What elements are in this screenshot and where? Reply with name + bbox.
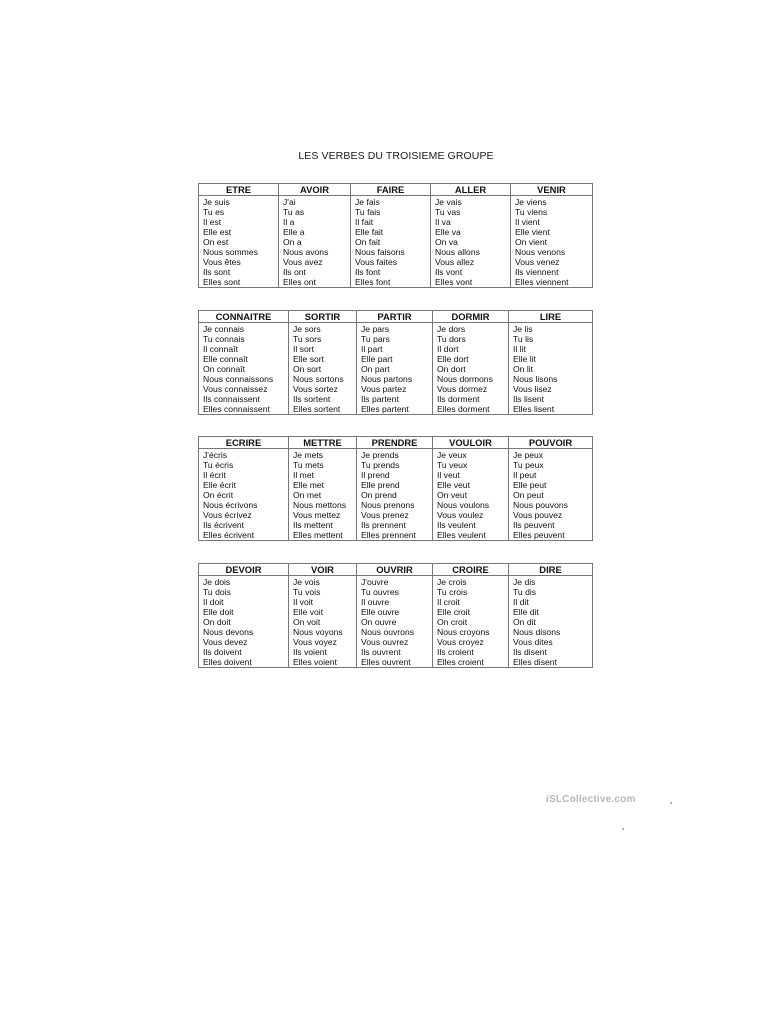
conjugated-form: Nous faisons [355, 247, 405, 258]
conjugated-form: Nous partons [361, 374, 413, 385]
conjugated-form: Ils font [355, 267, 381, 278]
conjugated-form: Elles croient [437, 657, 484, 668]
conjugated-form: Elles mettent [293, 530, 343, 541]
conjugated-form: Vous connaissez [203, 384, 268, 395]
conjugated-form: Elles vont [435, 277, 473, 288]
verb-header-row [199, 564, 593, 576]
conjugated-form: On écrit [203, 490, 234, 501]
conjugated-form: On veut [437, 490, 468, 501]
conjugated-form: On lit [513, 364, 534, 375]
conjugated-form: Il vient [515, 217, 540, 228]
verb-header: DIRE [509, 564, 593, 576]
conjugated-form: Il connaît [203, 344, 238, 355]
verb-conjugation-cell [509, 449, 593, 541]
conjugated-form: Tu as [283, 207, 305, 218]
conjugated-form: Vous venez [515, 257, 560, 268]
conjugated-form: Vous sortez [293, 384, 338, 395]
conjugation-table-3 [198, 436, 593, 541]
verb-header: ALLER [431, 184, 511, 196]
conjugated-form: Elle doit [203, 607, 234, 618]
conjugated-form: Elles partent [361, 404, 409, 415]
verb-conjugation-cell [433, 576, 509, 668]
conjugated-form: Elles connaissent [203, 404, 270, 415]
verb-conjugation-cell [199, 576, 289, 668]
conjugated-form: Elles veulent [437, 530, 486, 541]
conjugated-form: Vous pouvez [513, 510, 563, 521]
conjugated-form: Je mets [293, 450, 324, 460]
conjugated-form: Ils disent [513, 647, 547, 658]
conjugation-table-4 [198, 563, 593, 668]
conjugated-form: Tu peux [513, 460, 544, 471]
conjugated-form: Je lis [513, 324, 533, 334]
conjugated-form: Nous dormons [437, 374, 493, 385]
conjugated-form: Ils viennent [515, 267, 559, 278]
conjugated-form: Il doit [203, 597, 224, 608]
conjugated-form: Je fais [355, 197, 380, 207]
verb-header: PARTIR [357, 311, 433, 323]
conjugated-form: Ils lisent [513, 394, 545, 405]
conjugated-form: Tu vas [435, 207, 461, 218]
conjugated-form: Nous lisons [513, 374, 558, 385]
conjugated-form: Elles sortent [293, 404, 341, 415]
conjugated-form: Elle part [361, 354, 393, 365]
conjugated-form: Vous faites [355, 257, 398, 268]
conjugated-form: Vous êtes [203, 257, 241, 268]
verb-header: VENIR [511, 184, 593, 196]
conjugated-form: Nous devons [203, 627, 254, 638]
verb-conjugation-cell [279, 196, 351, 288]
conjugated-form: Il voit [293, 597, 314, 608]
conjugated-form: Tu sors [293, 334, 322, 345]
conjugated-form: Ils croient [437, 647, 474, 658]
conjugated-form: Elle lit [513, 354, 536, 365]
conjugated-form: On dit [513, 617, 536, 628]
conjugated-form: Nous sommes [203, 247, 258, 258]
conjugated-form: Nous mettons [293, 500, 347, 511]
conjugated-form: Je dois [203, 577, 231, 587]
conjugated-form: Je viens [515, 197, 547, 207]
conjugated-form: On part [361, 364, 390, 375]
conjugated-form: Il fait [355, 217, 374, 228]
conjugated-form: Tu prends [361, 460, 400, 471]
conjugated-form: On voit [293, 617, 321, 628]
conjugated-form: Il a [283, 217, 295, 228]
conjugated-form: Il dort [437, 344, 459, 355]
conjugated-form: Vous allez [435, 257, 475, 268]
verb-header: PRENDRE [357, 437, 433, 449]
conjugated-form: On va [435, 237, 458, 248]
conjugated-form: Elle sort [293, 354, 325, 365]
conjugated-form: Il peut [513, 470, 537, 481]
conjugated-form: Tu pars [361, 334, 390, 345]
page-title: LES VERBES DU TROISIEME GROUPE [298, 150, 494, 162]
verb-conjugation-cell [433, 449, 509, 541]
conjugated-form: Ils sont [203, 267, 231, 278]
conjugated-form: Elle connaît [203, 354, 248, 365]
verb-conjugation-cell [199, 449, 289, 541]
conjugated-form: Elle met [293, 480, 325, 491]
conjugated-form: On connaît [203, 364, 246, 375]
conjugated-form: Tu ouvres [361, 587, 399, 598]
conjugated-form: On fait [355, 237, 381, 248]
conjugated-form: Ils mettent [293, 520, 333, 531]
conjugated-form: Nous croyons [437, 627, 490, 638]
conjugated-form: Vous voulez [437, 510, 484, 521]
conjugated-form: Tu connais [203, 334, 245, 345]
verb-conjugation-cell [199, 196, 279, 288]
conjugated-form: Elles lisent [513, 404, 555, 415]
verb-header: POUVOIR [509, 437, 593, 449]
verb-conjugation-cell [357, 449, 433, 541]
conjugated-form: Ils doivent [203, 647, 242, 658]
conjugated-form: On vient [515, 237, 548, 248]
conjugated-form: Elle va [435, 227, 461, 238]
verb-conjugation-cell [357, 323, 433, 415]
verb-header-row [199, 184, 593, 196]
conjugated-form: Ils prennent [361, 520, 406, 531]
conjugated-form: Je sors [293, 324, 321, 334]
conjugated-form: Vous partez [361, 384, 407, 395]
conjugated-form: Elles peuvent [513, 530, 565, 541]
conjugated-form: On sort [293, 364, 322, 375]
conjugation-table-1 [198, 183, 593, 288]
conjugated-form: Elle est [203, 227, 232, 238]
conjugated-form: Je pars [361, 324, 390, 334]
verb-forms-row [199, 449, 593, 541]
conjugated-form: Elles écrivent [203, 530, 255, 541]
conjugated-form: Nous avons [283, 247, 329, 258]
conjugated-form: On dort [437, 364, 466, 375]
verb-conjugation-cell [199, 323, 289, 415]
conjugated-form: Elle écrit [203, 480, 236, 491]
conjugated-form: Vous voyez [293, 637, 337, 648]
conjugated-form: Elle dort [437, 354, 469, 365]
conjugated-form: Tu lis [513, 334, 534, 345]
conjugated-form: Elles doivent [203, 657, 252, 668]
conjugated-form: Ils veulent [437, 520, 476, 531]
verb-header: AVOIR [279, 184, 351, 196]
verb-header: ETRE [199, 184, 279, 196]
conjugated-form: Je vois [293, 577, 320, 587]
conjugated-form: Elle a [283, 227, 305, 238]
conjugated-form: Nous disons [513, 627, 561, 638]
conjugated-form: Je suis [203, 197, 230, 207]
conjugated-form: Elles voient [293, 657, 337, 668]
conjugated-form: Il va [435, 217, 451, 228]
verb-header: DEVOIR [199, 564, 289, 576]
watermark-logo: iSLCollective.com [546, 794, 636, 805]
conjugated-form: Il sort [293, 344, 315, 355]
conjugated-form: Vous mettez [293, 510, 341, 521]
conjugated-form: Nous prenons [361, 500, 415, 511]
conjugated-form: Ils vont [435, 267, 463, 278]
verb-conjugation-cell [431, 196, 511, 288]
verb-header: LIRE [509, 311, 593, 323]
conjugated-form: Elles dorment [437, 404, 490, 415]
conjugated-form: J'ai [283, 197, 296, 207]
verb-forms-row [199, 323, 593, 415]
verb-conjugation-cell [351, 196, 431, 288]
conjugated-form: Elle ouvre [361, 607, 400, 618]
conjugated-form: Elles ouvrent [361, 657, 411, 668]
conjugated-form: Ils voient [293, 647, 327, 658]
conjugated-form: Ils écrivent [203, 520, 245, 531]
conjugated-form: Vous dites [513, 637, 553, 648]
conjugated-form: Je crois [437, 577, 467, 587]
conjugated-form: Ils connaissent [203, 394, 260, 405]
conjugated-form: Tu crois [437, 587, 468, 598]
conjugated-form: Nous connaissons [203, 374, 274, 385]
conjugated-form: Je dis [513, 577, 536, 587]
conjugated-form: Elles sont [203, 277, 241, 288]
conjugated-form: Vous avez [283, 257, 323, 268]
conjugated-form: Ils ouvrent [361, 647, 401, 658]
conjugated-form: Nous voyons [293, 627, 343, 638]
verb-conjugation-cell [511, 196, 593, 288]
conjugated-form: Je vais [435, 197, 462, 207]
conjugated-form: Vous ouvrez [361, 637, 409, 648]
conjugated-form: Je connais [203, 324, 245, 334]
conjugated-form: Elles ont [283, 277, 316, 288]
conjugated-form: Tu dois [203, 587, 231, 598]
conjugated-form: Il est [203, 217, 222, 228]
verb-conjugation-cell [289, 323, 357, 415]
conjugated-form: Elles disent [513, 657, 557, 668]
conjugated-form: Tu mets [293, 460, 324, 471]
conjugated-form: Il veut [437, 470, 460, 481]
verb-conjugation-cell [289, 449, 357, 541]
conjugated-form: Nous voulons [437, 500, 490, 511]
conjugated-form: Il dit [513, 597, 529, 608]
conjugated-form: Ils sortent [293, 394, 331, 405]
conjugated-form: On prend [361, 490, 397, 501]
conjugated-form: On a [283, 237, 302, 248]
conjugated-form: Je prends [361, 450, 399, 460]
conjugated-form: Nous venons [515, 247, 566, 258]
conjugated-form: Tu dors [437, 334, 466, 345]
conjugated-form: Ils dorment [437, 394, 480, 405]
conjugated-form: Ils peuvent [513, 520, 555, 531]
verb-header: SORTIR [289, 311, 357, 323]
conjugated-form: Nous allons [435, 247, 480, 258]
conjugated-form: J'écris [203, 450, 228, 460]
conjugated-form: Tu écris [203, 460, 234, 471]
speck-mark [670, 802, 672, 804]
verb-header-row [199, 437, 593, 449]
conjugated-form: Elle voit [293, 607, 324, 618]
verb-header: DORMIR [433, 311, 509, 323]
verb-header: VOIR [289, 564, 357, 576]
conjugated-form: Vous croyez [437, 637, 484, 648]
verb-header: CROIRE [433, 564, 509, 576]
conjugated-form: Elle croit [437, 607, 470, 618]
verb-header: CONNAITRE [199, 311, 289, 323]
conjugated-form: Il croit [437, 597, 460, 608]
conjugated-form: Il prend [361, 470, 390, 481]
conjugated-form: Elle veut [437, 480, 470, 491]
verb-conjugation-cell [509, 576, 593, 668]
conjugated-form: Tu fais [355, 207, 381, 218]
conjugation-table-2 [198, 310, 593, 415]
verb-header-row [199, 311, 593, 323]
conjugated-form: Elle peut [513, 480, 547, 491]
conjugated-form: On croit [437, 617, 468, 628]
conjugated-form: Il écrit [203, 470, 226, 481]
verb-header: OUVRIR [357, 564, 433, 576]
conjugated-form: Tu viens [515, 207, 548, 218]
verb-conjugation-cell [357, 576, 433, 668]
conjugated-form: Ils ont [283, 267, 306, 278]
conjugated-form: Elle vient [515, 227, 550, 238]
conjugated-form: Vous écrivez [203, 510, 252, 521]
conjugated-form: Tu es [203, 207, 225, 218]
conjugated-form: Elles font [355, 277, 391, 288]
verb-header: METTRE [289, 437, 357, 449]
conjugated-form: Vous devez [203, 637, 248, 648]
conjugated-form: Vous lisez [513, 384, 552, 395]
conjugated-form: Je veux [437, 450, 467, 460]
conjugated-form: Vous dormez [437, 384, 488, 395]
conjugated-form: Il ouvre [361, 597, 390, 608]
conjugated-form: On est [203, 237, 229, 248]
conjugated-form: Nous ouvrons [361, 627, 415, 638]
conjugated-form: Elle fait [355, 227, 384, 238]
conjugated-form: Je dors [437, 324, 466, 334]
conjugated-form: On peut [513, 490, 544, 501]
verb-conjugation-cell [433, 323, 509, 415]
conjugated-form: J'ouvre [361, 577, 389, 587]
speck-mark [622, 828, 624, 830]
conjugated-form: Tu veux [437, 460, 468, 471]
conjugated-form: Nous pouvons [513, 500, 568, 511]
conjugated-form: Il part [361, 344, 383, 355]
conjugated-form: On ouvre [361, 617, 397, 628]
conjugated-form: Je peux [513, 450, 544, 460]
verb-header: VOULOIR [433, 437, 509, 449]
conjugated-form: Il met [293, 470, 315, 481]
conjugated-form: Nous sortons [293, 374, 344, 385]
verb-header: ECRIRE [199, 437, 289, 449]
conjugated-form: Elles viennent [515, 277, 569, 288]
conjugated-form: On met [293, 490, 322, 501]
conjugated-form: Elles prennent [361, 530, 416, 541]
conjugated-form: Tu vois [293, 587, 321, 598]
conjugated-form: Elle dit [513, 607, 539, 618]
verb-conjugation-cell [509, 323, 593, 415]
conjugated-form: Vous prenez [361, 510, 409, 521]
conjugated-form: Ils partent [361, 394, 399, 405]
verb-conjugation-cell [289, 576, 357, 668]
conjugated-form: Elle prend [361, 480, 400, 491]
conjugated-form: On doit [203, 617, 231, 628]
conjugated-form: Il lit [513, 344, 526, 355]
verb-forms-row [199, 576, 593, 668]
conjugated-form: Tu dis [513, 587, 537, 598]
conjugated-form: Nous écrivons [203, 500, 258, 511]
verb-forms-row [199, 196, 593, 288]
verb-header: FAIRE [351, 184, 431, 196]
